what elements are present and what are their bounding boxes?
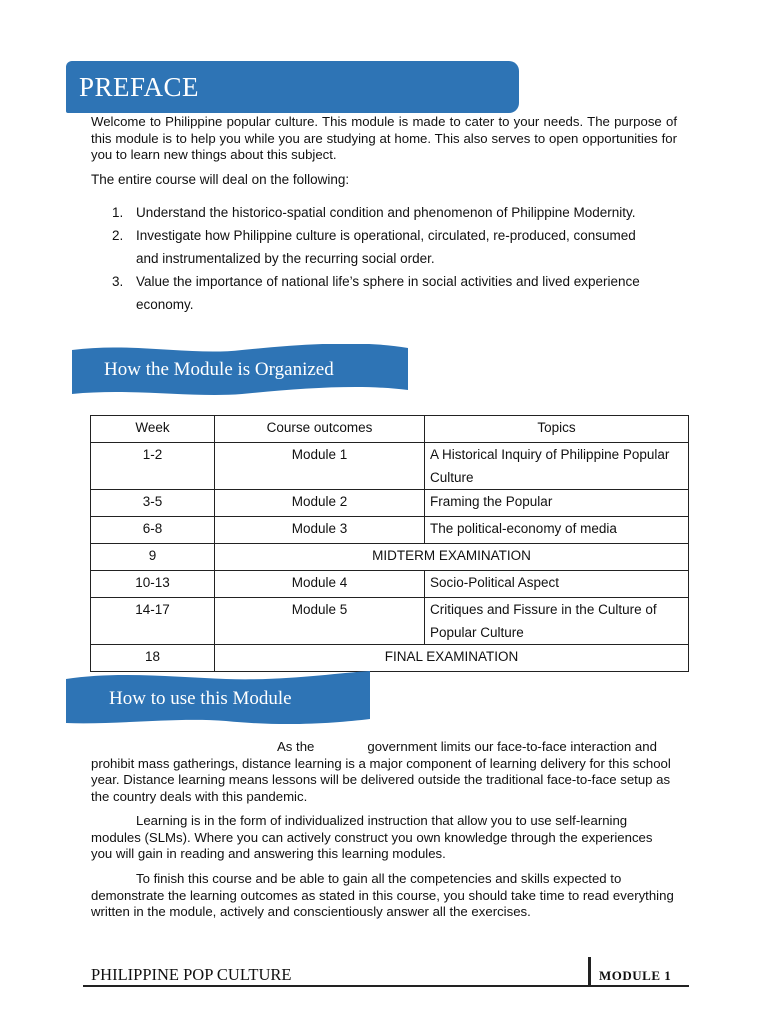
use-p1-start: As the (277, 739, 315, 754)
cell-week: 3-5 (91, 490, 215, 517)
use-paragraph-2 (91, 813, 677, 863)
cell-topic: Framing the Popular (425, 490, 689, 517)
table-row (91, 645, 689, 672)
objectives-list (91, 201, 651, 316)
header-topics: Topics (425, 416, 689, 443)
table-header-row (91, 416, 689, 443)
table-row (91, 517, 689, 544)
table-row (91, 571, 689, 598)
cell-outcome: Module 5 (215, 598, 425, 645)
cell-week: 1-2 (91, 443, 215, 490)
table-row (91, 490, 689, 517)
objective-text: Investigate how Philippine culture is operational, circulated, re-produced, consumed and instrumentalized by the recurring social order. (136, 228, 636, 266)
footer-rule (83, 985, 689, 987)
footer-course-title: PHILIPPINE POP CULTURE (91, 965, 292, 984)
cell-topic: Socio-Political Aspect (425, 571, 689, 598)
cell-topic: Critiques and Fissure in the Culture of Popular Culture (425, 598, 689, 645)
objective-number: 3. (112, 274, 124, 289)
module-schedule-table (90, 415, 689, 672)
use-heading: How to use this Module (109, 688, 292, 709)
preface-intro: Welcome to Philippine popular culture. This module is made to cater to your needs. The purpose of this module is to help you while you are studying at home. This also serves to open opportunities for you to learn new things about this subject. (91, 114, 677, 162)
organized-heading-ribbon (72, 344, 408, 396)
header-outcomes: Course outcomes (215, 416, 425, 443)
cell-outcome: Module 2 (215, 490, 425, 517)
organized-heading: How the Module is Organized (104, 359, 334, 380)
footer-module-label: MODULE 1 (599, 968, 672, 983)
cell-exam: MIDTERM EXAMINATION (215, 544, 689, 571)
table-row (91, 598, 689, 645)
use-paragraph-3 (91, 871, 677, 921)
objective-text: Understand the historico-spatial condition and phenomenon of Philippine Modernity. (136, 205, 636, 220)
cell-week: 6-8 (91, 517, 215, 544)
cell-outcome: Module 3 (215, 517, 425, 544)
cell-week: 10-13 (91, 571, 215, 598)
objective-number: 1. (112, 205, 124, 220)
objective-item (91, 224, 651, 270)
table-row (91, 544, 689, 571)
footer-divider (588, 957, 591, 986)
cell-week: 9 (91, 544, 215, 571)
objective-item (91, 201, 651, 224)
header-week: Week (91, 416, 215, 443)
objective-item (91, 270, 651, 316)
objective-text: Value the importance of national life’s sphere in social activities and lived experience economy. (136, 274, 640, 312)
use-p3-text: To finish this course and be able to gain all the competencies and skills expected to demonstrate the learning outcomes as stated in this course, you should take time to read everything written in the module, actively and conscientiously answer all the exercises. (91, 871, 674, 919)
use-heading-ribbon (66, 671, 370, 727)
cell-outcome: Module 4 (215, 571, 425, 598)
table-row (91, 443, 689, 490)
course-lead: The entire course will deal on the following: (91, 172, 350, 187)
objective-number: 2. (112, 228, 124, 243)
cell-outcome: Module 1 (215, 443, 425, 490)
cell-topic: A Historical Inquiry of Philippine Popular Culture (425, 443, 689, 490)
cell-week: 14-17 (91, 598, 215, 645)
use-p2-text: Learning is in the form of individualized instruction that allow you to use self-learning modules (SLMs). Where you can actively construct you own knowledge through the experiences you will gain in reading and answering this learning modules. (91, 813, 653, 861)
cell-topic: The political-economy of media (425, 517, 689, 544)
cell-week: 18 (91, 645, 215, 672)
use-p1-rest: government limits our face-to-face interaction and prohibit mass gatherings, distance learning is a major component of learning delivery for this school year. Distance learning means lessons will be delivered outside the traditional face-to-face setup as the country deals with this pandemic. (91, 739, 671, 804)
preface-title: PREFACE (79, 72, 200, 102)
cell-exam: FINAL EXAMINATION (215, 645, 689, 672)
use-paragraph-1 (91, 739, 677, 805)
